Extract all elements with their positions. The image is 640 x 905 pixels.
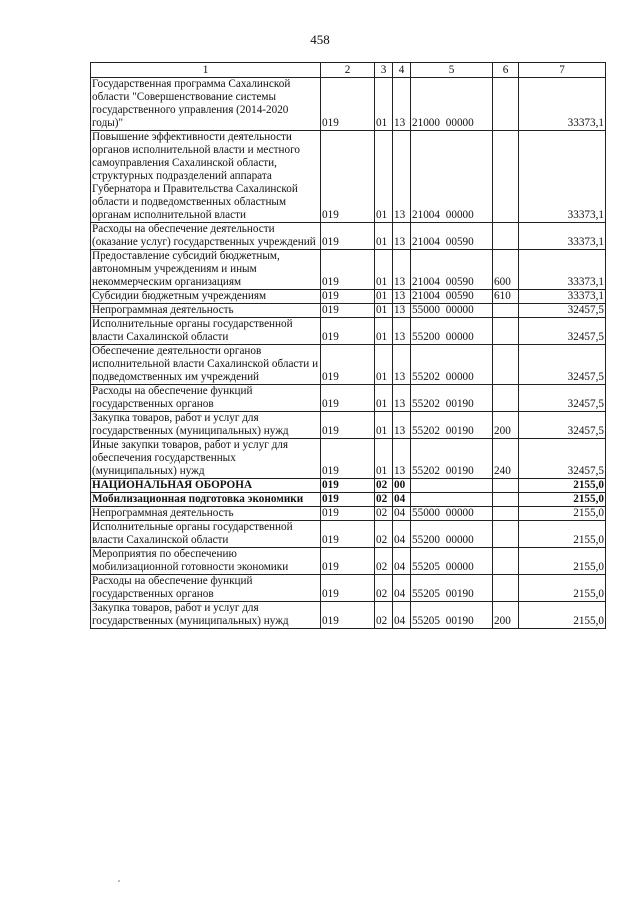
admin-code-cell: 019 — [321, 521, 375, 548]
expense-type-cell: 600 — [493, 250, 519, 290]
expense-type-cell — [493, 131, 519, 223]
table-row — [91, 479, 606, 493]
amount-cell: 32457,5 — [519, 345, 606, 385]
row-name-cell: Расходы на обеспечение функций государственных органов — [91, 385, 321, 412]
row-name-cell: Исполнительные органы государственной власти Сахалинской области — [91, 318, 321, 345]
section-cell: 01 — [375, 78, 393, 131]
admin-code-cell: 019 — [321, 318, 375, 345]
table-row — [91, 575, 606, 602]
amount-cell: 33373,1 — [519, 250, 606, 290]
section-cell: 01 — [375, 439, 393, 479]
table-row — [91, 345, 606, 385]
row-name-cell: Расходы на обеспечение функций государственных органов — [91, 575, 321, 602]
section-cell: 02 — [375, 507, 393, 521]
header-cell-7: 7 — [519, 63, 606, 78]
amount-cell: 33373,1 — [519, 78, 606, 131]
row-name-cell: Непрограммная деятельность — [91, 304, 321, 318]
admin-code-cell: 019 — [321, 412, 375, 439]
expense-type-cell — [493, 493, 519, 507]
expense-type-cell: 610 — [493, 290, 519, 304]
subsection-cell: 04 — [393, 521, 411, 548]
subsection-cell: 13 — [393, 78, 411, 131]
expense-type-cell: 240 — [493, 439, 519, 479]
amount-cell: 2155,0 — [519, 493, 606, 507]
amount-cell: 33373,1 — [519, 223, 606, 250]
section-cell: 02 — [375, 479, 393, 493]
admin-code-cell: 019 — [321, 290, 375, 304]
subsection-cell: 13 — [393, 223, 411, 250]
subsection-cell: 13 — [393, 304, 411, 318]
header-cell-6: 6 — [493, 63, 519, 78]
table-row — [91, 602, 606, 629]
table-row — [91, 318, 606, 345]
amount-cell: 2155,0 — [519, 521, 606, 548]
subsection-cell: 04 — [393, 602, 411, 629]
amount-cell: 2155,0 — [519, 602, 606, 629]
expense-type-cell — [493, 318, 519, 345]
expense-type-cell — [493, 479, 519, 493]
table-row — [91, 223, 606, 250]
row-name-cell: Иные закупки товаров, работ и услуг для обеспечения государственных (муниципальных) нужд — [91, 439, 321, 479]
expense-type-cell — [493, 548, 519, 575]
row-name-cell: Субсидии бюджетным учреждениям — [91, 290, 321, 304]
section-cell: 01 — [375, 385, 393, 412]
target-article-cell: 21004 00000 — [411, 131, 493, 223]
table-row — [91, 521, 606, 548]
table-row — [91, 290, 606, 304]
table-row — [91, 412, 606, 439]
target-article-cell: 55202 00190 — [411, 412, 493, 439]
section-cell: 02 — [375, 521, 393, 548]
amount-cell: 33373,1 — [519, 290, 606, 304]
subsection-cell: 13 — [393, 290, 411, 304]
target-article-cell: 55205 00000 — [411, 548, 493, 575]
table-header-row — [91, 63, 606, 78]
admin-code-cell: 019 — [321, 304, 375, 318]
table-row — [91, 250, 606, 290]
section-cell: 01 — [375, 290, 393, 304]
admin-code-cell: 019 — [321, 479, 375, 493]
section-cell: 01 — [375, 131, 393, 223]
page-number: 458 — [310, 32, 330, 47]
subsection-cell: 04 — [393, 575, 411, 602]
section-cell: 01 — [375, 345, 393, 385]
amount-cell: 33373,1 — [519, 131, 606, 223]
section-cell: 01 — [375, 412, 393, 439]
table-row — [91, 78, 606, 131]
admin-code-cell: 019 — [321, 223, 375, 250]
subsection-cell: 13 — [393, 345, 411, 385]
table-row — [91, 439, 606, 479]
subsection-cell: 04 — [393, 548, 411, 575]
amount-cell: 32457,5 — [519, 412, 606, 439]
row-name-cell: Исполнительные органы государственной власти Сахалинской области — [91, 521, 321, 548]
expense-type-cell — [493, 507, 519, 521]
admin-code-cell: 019 — [321, 439, 375, 479]
section-cell: 02 — [375, 493, 393, 507]
expense-type-cell — [493, 78, 519, 131]
target-article-cell: 21004 00590 — [411, 290, 493, 304]
expense-type-cell — [493, 223, 519, 250]
target-article-cell: 21000 00000 — [411, 78, 493, 131]
subsection-cell: 04 — [393, 507, 411, 521]
amount-cell: 2155,0 — [519, 548, 606, 575]
table-row — [91, 493, 606, 507]
row-name-cell: Предоставление субсидий бюджетным, автономным учреждениям и иным некоммерческим организациям — [91, 250, 321, 290]
row-name-cell: Закупка товаров, работ и услуг для государственных (муниципальных) нужд — [91, 412, 321, 439]
header-cell-2: 2 — [321, 63, 375, 78]
row-name-cell: НАЦИОНАЛЬНАЯ ОБОРОНА — [91, 479, 321, 493]
admin-code-cell: 019 — [321, 575, 375, 602]
header-cell-5: 5 — [411, 63, 493, 78]
row-name-cell: Повышение эффективности деятельности органов исполнительной власти и местного самоуправления Сахалинской области, структурных подразделений аппарата Губернатора и Правительства Сахалинской области и подведомственных областным органам исполнительной власти — [91, 131, 321, 223]
section-cell: 02 — [375, 575, 393, 602]
expense-type-cell — [493, 345, 519, 385]
admin-code-cell: 019 — [321, 345, 375, 385]
target-article-cell: 55000 00000 — [411, 304, 493, 318]
admin-code-cell: 019 — [321, 548, 375, 575]
target-article-cell: 21004 00590 — [411, 223, 493, 250]
table-row — [91, 385, 606, 412]
admin-code-cell: 019 — [321, 493, 375, 507]
row-name-cell: Закупка товаров, работ и услуг для государственных (муниципальных) нужд — [91, 602, 321, 629]
subsection-cell: 13 — [393, 318, 411, 345]
subsection-cell: 13 — [393, 250, 411, 290]
target-article-cell: 55205 00190 — [411, 575, 493, 602]
expense-type-cell: 200 — [493, 602, 519, 629]
target-article-cell: 55205 00190 — [411, 602, 493, 629]
subsection-cell: 04 — [393, 493, 411, 507]
header-cell-1: 1 — [91, 63, 321, 78]
amount-cell: 32457,5 — [519, 318, 606, 345]
row-name-cell: Мобилизационная подготовка экономики — [91, 493, 321, 507]
table-row — [91, 304, 606, 318]
section-cell: 01 — [375, 223, 393, 250]
target-article-cell: 55200 00000 — [411, 318, 493, 345]
amount-cell: 32457,5 — [519, 385, 606, 412]
target-article-cell: 55202 00190 — [411, 385, 493, 412]
subsection-cell: 13 — [393, 385, 411, 412]
amount-cell: 2155,0 — [519, 575, 606, 602]
subsection-cell: 13 — [393, 439, 411, 479]
table-row — [91, 548, 606, 575]
amount-cell: 2155,0 — [519, 479, 606, 493]
table-row — [91, 507, 606, 521]
header-cell-4: 4 — [393, 63, 411, 78]
target-article-cell: 55202 00190 — [411, 439, 493, 479]
admin-code-cell: 019 — [321, 385, 375, 412]
table-body — [91, 78, 606, 629]
row-name-cell: Непрограммная деятельность — [91, 507, 321, 521]
row-name-cell: Расходы на обеспечение деятельности (оказание услуг) государственных учреждений — [91, 223, 321, 250]
section-cell: 02 — [375, 602, 393, 629]
target-article-cell — [411, 493, 493, 507]
row-name-cell: Обеспечение деятельности органов исполнительной власти Сахалинской области и подведомственных им учреждений — [91, 345, 321, 385]
subsection-cell: 00 — [393, 479, 411, 493]
budget-table — [90, 62, 606, 629]
expense-type-cell — [493, 304, 519, 318]
admin-code-cell: 019 — [321, 78, 375, 131]
header-cell-3: 3 — [375, 63, 393, 78]
expense-type-cell: 200 — [493, 412, 519, 439]
subsection-cell: 13 — [393, 131, 411, 223]
admin-code-cell: 019 — [321, 602, 375, 629]
row-name-cell: Государственная программа Сахалинской области "Совершенствование системы государственного управления (2014-2020 годы)" — [91, 78, 321, 131]
expense-type-cell — [493, 575, 519, 602]
amount-cell: 2155,0 — [519, 507, 606, 521]
section-cell: 01 — [375, 250, 393, 290]
section-cell: 01 — [375, 318, 393, 345]
amount-cell: 32457,5 — [519, 304, 606, 318]
section-cell: 01 — [375, 304, 393, 318]
row-name-cell: Мероприятия по обеспечению мобилизационной готовности экономики — [91, 548, 321, 575]
target-article-cell: 21004 00590 — [411, 250, 493, 290]
target-article-cell — [411, 479, 493, 493]
section-cell: 02 — [375, 548, 393, 575]
admin-code-cell: 019 — [321, 507, 375, 521]
target-article-cell: 55000 00000 — [411, 507, 493, 521]
table-row — [91, 131, 606, 223]
subsection-cell: 13 — [393, 412, 411, 439]
target-article-cell: 55202 00000 — [411, 345, 493, 385]
expense-type-cell — [493, 521, 519, 548]
expense-type-cell — [493, 385, 519, 412]
target-article-cell: 55200 00000 — [411, 521, 493, 548]
admin-code-cell: 019 — [321, 250, 375, 290]
scan-speck — [118, 880, 120, 882]
admin-code-cell: 019 — [321, 131, 375, 223]
amount-cell: 32457,5 — [519, 439, 606, 479]
